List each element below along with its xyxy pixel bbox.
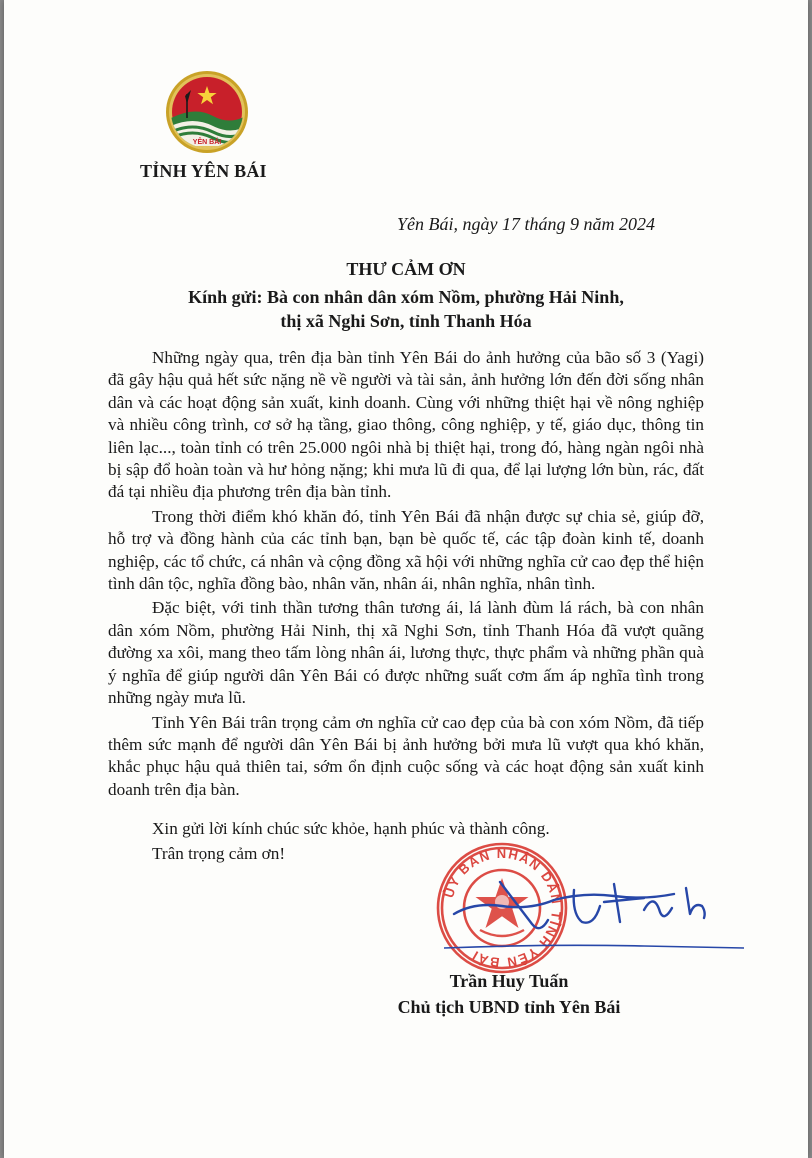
recipient-line-1: Kính gửi: Bà con nhân dân xóm Nồm, phường Hải Ninh,	[188, 287, 624, 307]
emblem-text: YÊN BÁI	[192, 139, 222, 146]
seal-text: ỦY BAN NHÂN DÂN TỈNH YÊN BÁI	[441, 845, 565, 971]
signer-title: Chủ tịch UBND tỉnh Yên Bái	[397, 997, 621, 1017]
paragraph: Trong thời điểm khó khăn đó, tỉnh Yên Bái đã nhận được sự chia sẻ, giúp đỡ, hỗ trợ và đồng hành của các tỉnh bạn, bạn bè quốc tế, các tập đoàn kinh tế, doanh nghiệp, các tổ chức, cá nhân và cộng đồng xã hội với những nghĩa cử cao đẹp thể hiện tình dân tộc, nghĩa đồng bào, nhân văn, nhân ái, nhân nghĩa, nhân tình.	[108, 506, 704, 594]
closing-thanks: Trân trọng cảm ơn!	[152, 844, 286, 863]
province-name: TỈNH YÊN BÁI	[140, 161, 267, 181]
date-line: Yên Bái, ngày 17 tháng 9 năm 2024	[397, 214, 655, 234]
paragraph: Tỉnh Yên Bái trân trọng cảm ơn nghĩa cử cao đẹp của bà con xóm Nồm, đã tiếp thêm sức mạnh để người dân Yên Bái bị ảnh hưởng bởi mưa lũ vượt qua khó khăn, khắc phục hậu quả thiên tai, sớm ổn định cuộc sống và các hoạt động sản xuất kinh doanh trên địa bàn.	[108, 712, 704, 799]
letter-title: THƯ CẢM ƠN	[346, 259, 466, 279]
yen-bai-province-emblem-icon	[165, 70, 249, 154]
recipient-block	[4, 285, 808, 333]
signer-name: Trần Huy Tuấn	[449, 971, 569, 991]
handwritten-signature-icon	[444, 862, 744, 962]
paragraph: Đặc biệt, với tinh thần tương thân tương ái, lá lành đùm lá rách, bà con nhân dân xóm Nồm, phường Hải Ninh, thị xã Nghi Sơn, tỉnh Thanh Hóa đã vượt quãng đường xa xôi, mang theo tấm lòng nhân ái, lương thực, thực phẩm và những phần quà ý nghĩa để giúp người dân Yên Bái có được những suất cơm ấm áp nghĩa tình trong những ngày mưa lũ.	[108, 598, 704, 708]
closing-wish: Xin gửi lời kính chúc sức khỏe, hạnh phúc và thành công.	[152, 819, 550, 838]
recipient-line-2: thị xã Nghi Sơn, tỉnh Thanh Hóa	[280, 311, 532, 331]
letter-body	[108, 347, 704, 803]
letter-page	[4, 0, 808, 1158]
paragraph: Những ngày qua, trên địa bàn tỉnh Yên Bái do ảnh hưởng của bão số 3 (Yagi) đã gây hậu quả hết sức nặng nề về người và tài sản, ảnh hưởng lớn đến đời sống nhân dân và các hoạt động sản xuất, kinh doanh. Cùng với những thiệt hại về nông nghiệp và nhiều công trình, cơ sở hạ tầng, giao thông, công nghiệp, y tế, giáo dục, thông tin liên lạc..., toàn tỉnh có trên 25.000 ngôi nhà bị thiệt hại, trong đó, hàng ngàn ngôi nhà bị sập đổ hoàn toàn và hư hỏng nặng; khi mưa lũ đi qua, để lại lượng lớn bùn, rác, đất đá tại nhiều địa phương trên địa bàn tỉnh.	[108, 348, 704, 502]
